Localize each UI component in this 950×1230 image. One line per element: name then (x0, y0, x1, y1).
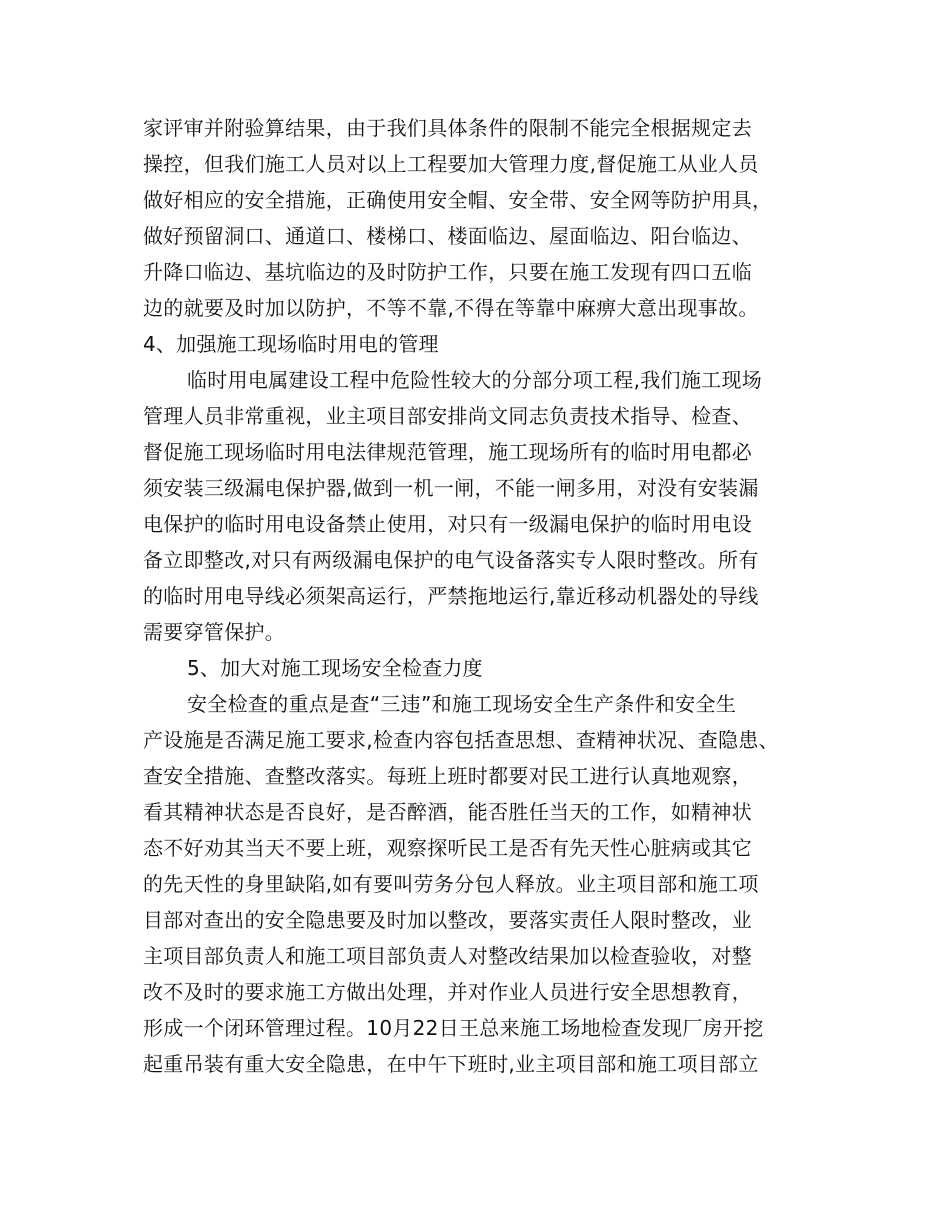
paragraph-line: 产设施是否满足施工要求,检查内容包括查思想、查精神状况、查隐患、 (143, 728, 779, 752)
paragraph-line: 做好相应的安全措施，正确使用安全帽、安全带、安全网等防护用具， (143, 188, 773, 212)
paragraph-line: 改不及时的要求施工方做出处理，并对作业人员进行安全思想教育， (143, 980, 752, 1004)
paragraph-line: 做好预留洞口、通道口、楼梯口、楼面临边、屋面临边、阳台临边、 (143, 224, 752, 248)
paragraph-line: 管理人员非常重视，业主项目部安排尚文同志负责技术指导、检查、 (143, 404, 752, 428)
paragraph-line: 起重吊装有重大安全隐患，在中午下班时,业主项目部和施工项目部立 (143, 1052, 759, 1076)
paragraph-line: 目部对查出的安全隐患要及时加以整改，要落实责任人限时整改，业 (143, 908, 752, 932)
paragraph-line: 态不好劝其当天不要上班，观察探听民工是否有先天性心脏病或其它 (143, 836, 752, 860)
paragraph-line: 须安装三级漏电保护器,做到一机一闸，不能一闸多用，对没有安装漏 (143, 476, 759, 500)
paragraph-line: 督促施工现场临时用电法律规范管理，施工现场所有的临时用电都必 (143, 440, 752, 464)
paragraph-line: 看其精神状态是否良好，是否醉酒，能否胜任当天的工作，如精神状 (143, 800, 752, 824)
paragraph-line: 的先天性的身里缺陷,如有要叫劳务分包人释放。业主项目部和施工项 (143, 872, 759, 896)
paragraph-line: 操控，但我们施工人员对以上工程要加大管理力度,督促施工从业人员 (143, 152, 759, 176)
paragraph-line: 备立即整改,对只有两级漏电保护的电气设备落实专人限时整改。所有 (143, 548, 759, 572)
paragraph-line: 临时用电属建设工程中危险性较大的分部分项工程,我们施工现场 (187, 368, 763, 392)
paragraph-line: 主项目部负责人和施工项目部负责人对整改结果加以检查验收，对整 (143, 944, 752, 968)
paragraph-line: 的临时用电导线必须架高运行，严禁拖地运行,靠近移动机器处的导线 (143, 584, 759, 608)
paragraph-line: 升降口临边、基坑临边的及时防护工作，只要在施工发现有四口五临 (143, 260, 752, 284)
paragraph-line: 安全检查的重点是查“三违”和施工现场安全生产条件和安全生 (187, 692, 737, 716)
paragraph-line: 需要穿管保护。 (143, 620, 286, 644)
paragraph-line: 家评审并附验算结果，由于我们具体条件的限制不能完全根据规定去 (143, 116, 752, 140)
paragraph-line: 电保护的临时用电设备禁止使用，对只有一级漏电保护的临时用电设 (143, 512, 752, 536)
section-heading-5: 5、加大对施工现场安全检查力度 (187, 656, 483, 680)
paragraph-line: 查安全措施、查整改落实。每班上班时都要对民工进行认真地观察， (143, 764, 752, 788)
paragraph-line: 边的就要及时加以防护，不等不靠,不得在等靠中麻痹大意出现事故。 (143, 296, 759, 320)
section-heading-4: 4、加强施工现场临时用电的管理 (143, 332, 439, 356)
paragraph-line: 形成一个闭环管理过程。10月22日王总来施工场地检查发现厂房开挖 (143, 1016, 764, 1040)
